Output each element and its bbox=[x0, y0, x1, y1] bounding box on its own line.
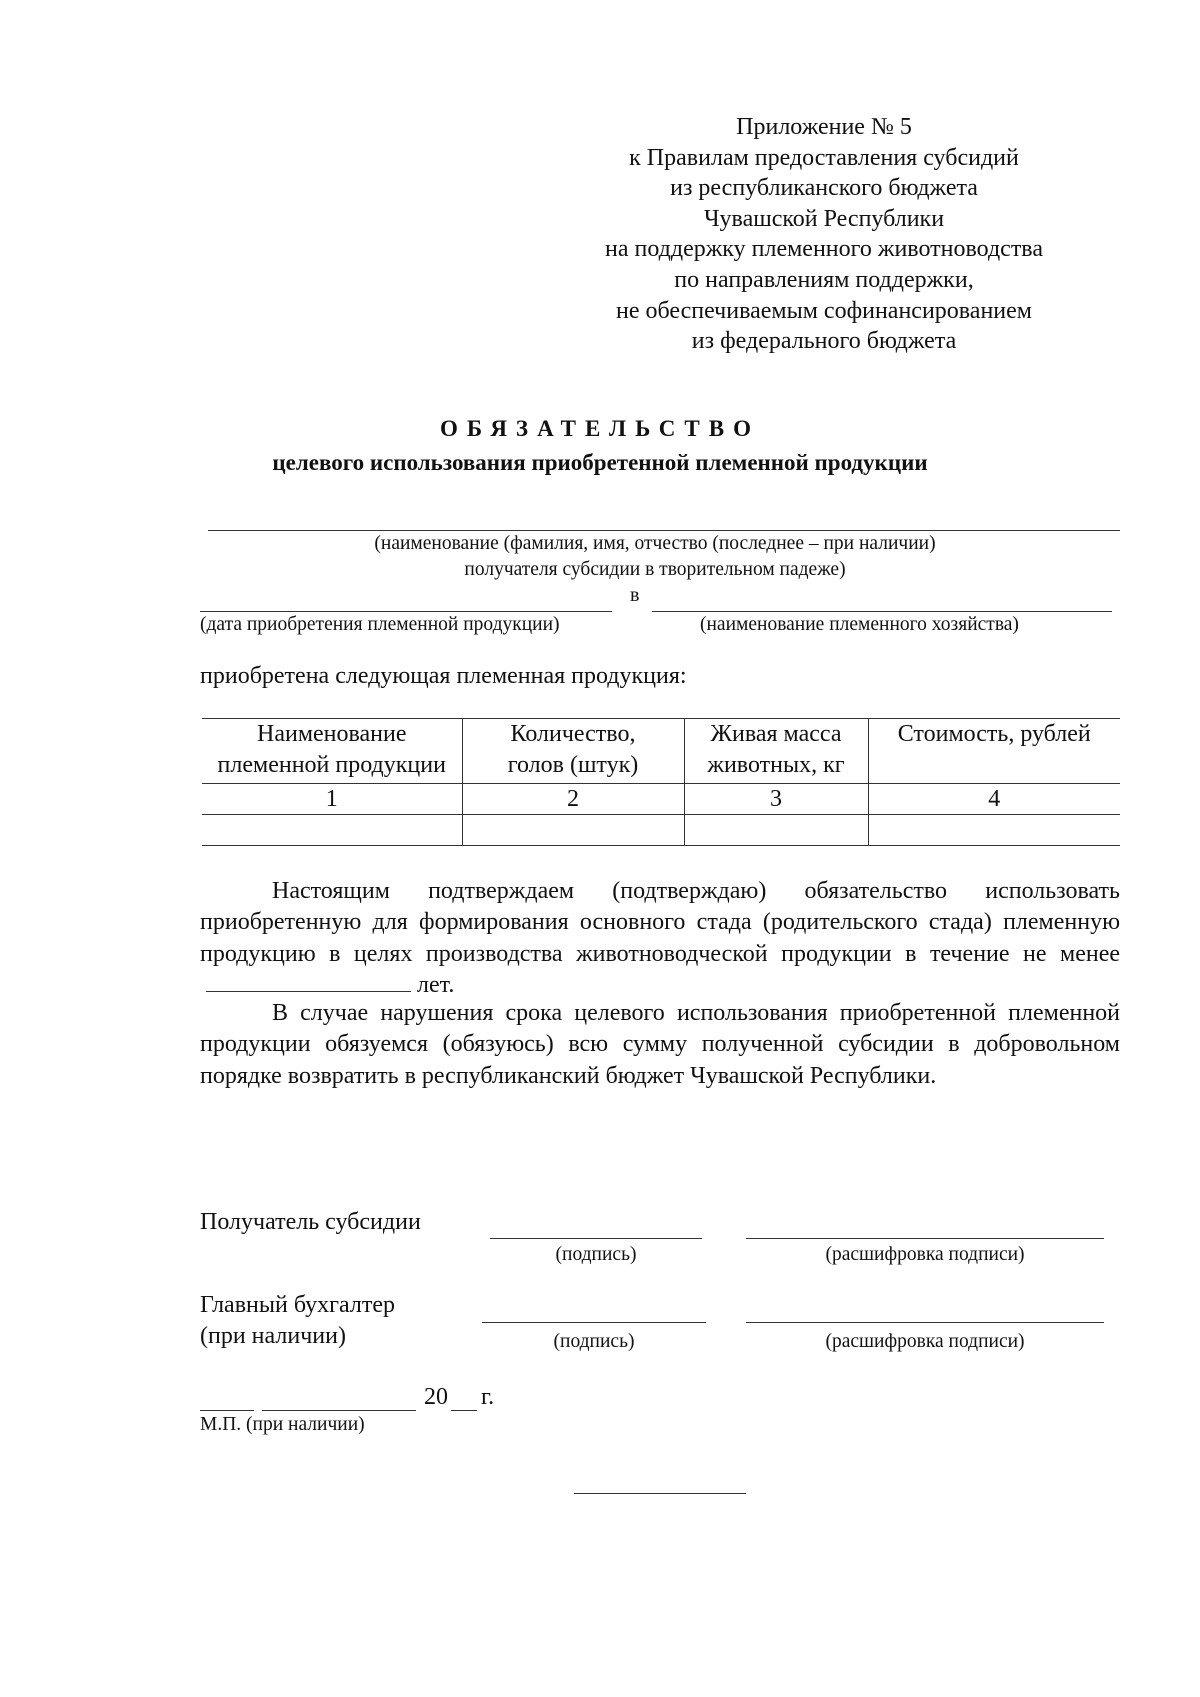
header-text: Живая масса bbox=[710, 721, 842, 747]
column-number: 4 bbox=[868, 784, 1120, 815]
appendix-line: Приложение № 5 bbox=[736, 114, 912, 140]
year-suffix: г. bbox=[481, 1384, 495, 1410]
recipient-signature-label: Получатель субсидии bbox=[200, 1209, 421, 1235]
accountant-signature-field[interactable] bbox=[482, 1322, 706, 1323]
table-row bbox=[202, 815, 1120, 846]
column-number: 1 bbox=[202, 784, 462, 815]
accountant-label-line: (при наличии) bbox=[200, 1323, 346, 1349]
violation-paragraph: В случае нарушения срока целевого использования приобретенной племенной продукции обязуемся (обязуюсь) всю сумму полученной субсидии в добровольном порядке возвратить в республиканский бюджет Чувашской Республики. bbox=[200, 1000, 1120, 1089]
document-subtitle: целевого использования приобретенной племенной продукции bbox=[272, 450, 928, 475]
closing-separator bbox=[574, 1493, 746, 1494]
appendix-line: из федерального бюджета bbox=[691, 328, 957, 355]
signature-caption: (подпись) bbox=[553, 1331, 635, 1352]
appendix-line: Чувашской Республики bbox=[703, 205, 945, 232]
appendix-line: из республиканского бюджета bbox=[670, 175, 978, 202]
year-prefix: 20 bbox=[424, 1384, 448, 1410]
accountant-decoding-field[interactable] bbox=[746, 1322, 1104, 1323]
purchase-date-caption: (дата приобретения племенной продукции) bbox=[200, 614, 560, 635]
table-cell[interactable] bbox=[202, 815, 462, 846]
table-cell[interactable] bbox=[462, 815, 684, 846]
header-text: племенной продукции bbox=[217, 752, 446, 778]
month-field[interactable] bbox=[262, 1410, 416, 1411]
recipient-signature-field[interactable] bbox=[490, 1238, 702, 1239]
year-field[interactable] bbox=[451, 1410, 477, 1411]
header-text: Наименование bbox=[256, 721, 407, 747]
recipient-decoding-field[interactable] bbox=[746, 1238, 1104, 1239]
farm-name-caption: (наименование племенного хозяйства) bbox=[700, 614, 1019, 635]
column-number: 2 bbox=[462, 784, 684, 815]
table-header-row bbox=[202, 719, 1120, 784]
header-text: животных, кг bbox=[707, 752, 845, 778]
appendix-line: на поддержку племенного животноводства bbox=[605, 236, 1043, 263]
products-table bbox=[202, 718, 1120, 846]
accountant-signature-label bbox=[200, 1290, 395, 1352]
recipient-caption bbox=[200, 531, 1110, 583]
appendix-line: к Правилам предоставления субсидий bbox=[629, 144, 1019, 171]
recipient-caption-line: (наименование (фамилия, имя, отчество (последнее – при наличии) bbox=[374, 533, 936, 554]
farm-name-field[interactable] bbox=[652, 611, 1112, 612]
table-header-cell bbox=[684, 719, 868, 784]
stamp-note: М.П. (при наличии) bbox=[200, 1414, 365, 1435]
decoding-caption: (расшифровка подписи) bbox=[825, 1331, 1025, 1352]
table-number-row bbox=[202, 784, 1120, 815]
years-suffix: лет. bbox=[417, 972, 455, 999]
accountant-label-line: Главный бухгалтер bbox=[200, 1292, 395, 1318]
obligation-text: Настоящим подтверждаем (подтверждаю) обязательство использовать приобретенную для формирования основного стада (родительского стада) племенную продукцию в целях производства животноводческой продукции в течение не менее bbox=[200, 878, 1120, 967]
appendix-block bbox=[560, 112, 1088, 357]
connector-text: в bbox=[630, 584, 640, 606]
table-header-cell bbox=[462, 719, 684, 784]
header-text: голов (штук) bbox=[507, 752, 639, 778]
products-intro: приобретена следующая племенная продукция: bbox=[200, 663, 687, 689]
obligation-paragraph bbox=[200, 876, 1120, 1002]
table-header-cell bbox=[868, 719, 1120, 784]
header-text: Стоимость, рублей bbox=[897, 721, 1091, 747]
day-field[interactable] bbox=[200, 1410, 254, 1411]
table-cell[interactable] bbox=[868, 815, 1120, 846]
years-field[interactable] bbox=[206, 971, 411, 992]
table-cell[interactable] bbox=[684, 815, 868, 846]
document-title: ОБЯЗАТЕЛЬСТВО bbox=[439, 416, 760, 441]
recipient-caption-line: получателя субсидии в творительном падеже) bbox=[464, 559, 846, 580]
signature-caption: (подпись) bbox=[555, 1244, 637, 1265]
table-header-cell bbox=[202, 719, 462, 784]
column-number: 3 bbox=[684, 784, 868, 815]
purchase-date-field[interactable] bbox=[200, 611, 612, 612]
decoding-caption: (расшифровка подписи) bbox=[825, 1244, 1025, 1265]
header-text: Количество, bbox=[510, 721, 636, 747]
appendix-line: по направлениям поддержки, bbox=[674, 266, 974, 293]
appendix-line: не обеспечиваемым софинансированием bbox=[615, 297, 1032, 324]
